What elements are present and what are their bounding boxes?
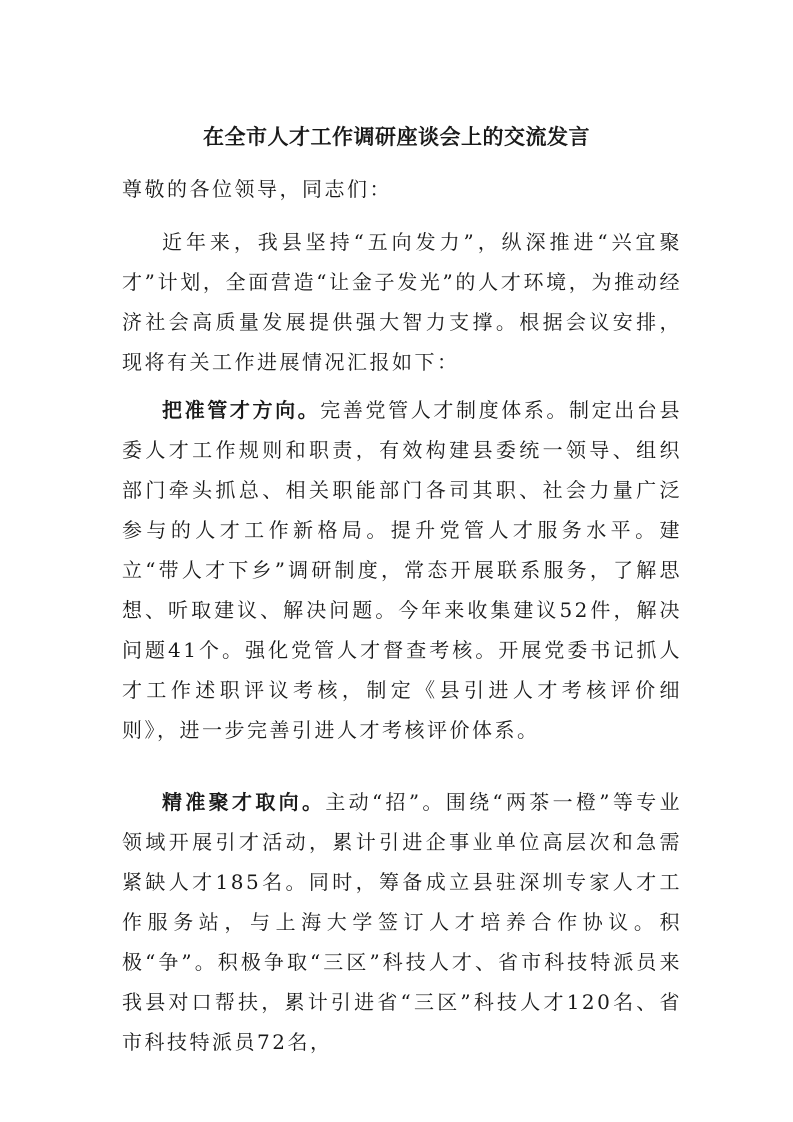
intro-paragraph	[122, 222, 682, 382]
salutation: 尊敬的各位领导，同志们：	[122, 177, 392, 201]
section-heading: 精准聚才取向。	[162, 790, 326, 814]
section-paragraph-direction	[122, 390, 682, 750]
paragraph-text: 近年来，我县坚持“五向发力”，纵深推进“兴宜聚才”计划，全面营造“让金子发光”的人才环境，为推动经济社会高质量发展提供强大智力支撑。根据会议安排，现将有关工作进展情况汇报如下：	[122, 230, 682, 374]
section-heading: 把准管才方向。	[162, 398, 321, 422]
section-paragraph-talent	[122, 782, 682, 1062]
paragraph-text: 主动“招”。围绕“两茶一橙”等专业领域开展引才活动，累计引进企事业单位高层次和急需紧缺人才185名。同时，筹备成立县驻深圳专家人才工作服务站，与上海大学签订人才培养合作协议。积极“争”。积极争取“三区”科技人才、省市科技特派员来我县对口帮扶，累计引进省“三区”科技人才120名、省市科技特派员72名，	[122, 790, 682, 1054]
paragraph-text: 完善党管人才制度体系。制定出台县委人才工作规则和职责，有效构建县委统一领导、组织部门牵头抓总、相关职能部门各司其职、社会力量广泛参与的人才工作新格局。提升党管人才服务水平。建立“带人才下乡”调研制度，常态开展联系服务，了解思想、听取建议、解决问题。今年来收集建议52件，解决问题41个。强化党管人才督查考核。开展党委书记抓人才工作述职评议考核，制定《县引进人才考核评价细则》，进一步完善引进人才考核评价体系。	[122, 398, 683, 742]
document-title: 在全市人才工作调研座谈会上的交流发言	[203, 125, 590, 149]
